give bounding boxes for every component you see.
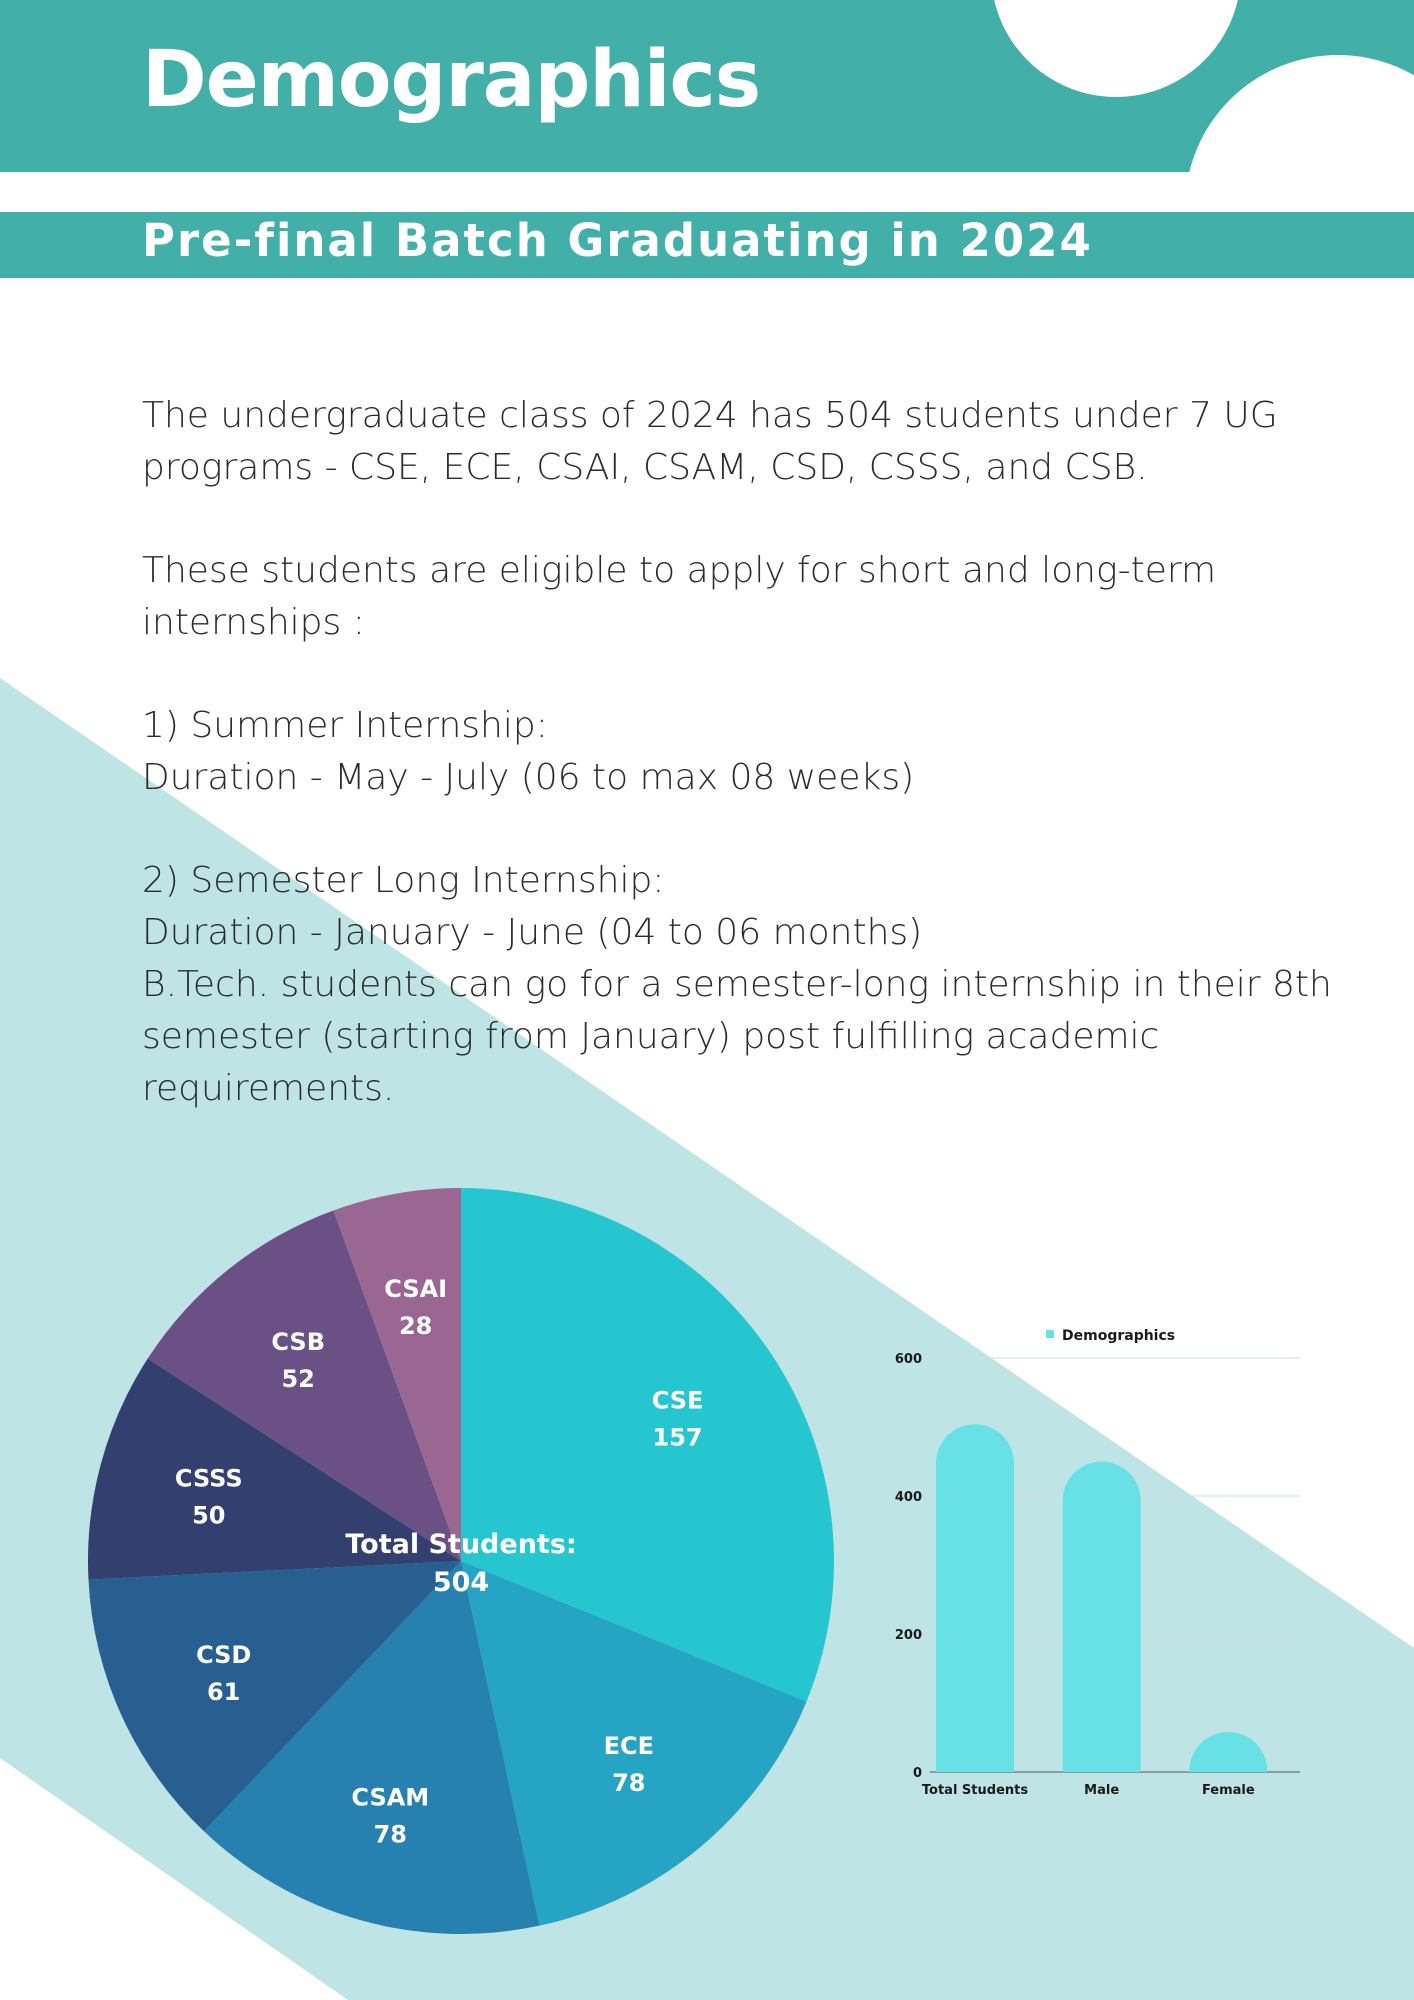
pie-label-name: CSB bbox=[271, 1327, 326, 1356]
pie-label-value: 157 bbox=[652, 1423, 703, 1452]
intro-line: programs - CSE, ECE, CSAI, CSAM, CSD, CSSS, and CSB. bbox=[142, 447, 1148, 488]
pie-label-name: CSD bbox=[196, 1640, 252, 1669]
intro-line: Duration - May - July (06 to max 08 weeks) bbox=[142, 757, 915, 798]
pie-label-value: 78 bbox=[373, 1820, 408, 1849]
bar-total-students bbox=[936, 1424, 1014, 1772]
pie-label-name: ECE bbox=[603, 1732, 655, 1760]
pie-label-value: 61 bbox=[206, 1677, 241, 1706]
pie-label-name: CSSS bbox=[174, 1464, 243, 1493]
pie-center-label: Total Students: bbox=[345, 1529, 577, 1560]
pie-label-name: CSAM bbox=[351, 1783, 430, 1812]
intro-line: 2) Semester Long Internship: bbox=[142, 860, 665, 901]
y-tick-label: 400 bbox=[894, 1490, 922, 1505]
pie-label-value: 52 bbox=[281, 1364, 315, 1393]
page-title: Demographics bbox=[142, 35, 761, 125]
intro-line: requirements. bbox=[142, 1068, 395, 1109]
bar-female bbox=[1189, 1732, 1267, 1772]
pie-label-value: 78 bbox=[612, 1769, 646, 1797]
intro-line: 1) Summer Internship: bbox=[142, 705, 548, 746]
intro-line: B.Tech. students can go for a semester-long internship in their 8th bbox=[142, 964, 1332, 1005]
x-tick-label: Male bbox=[1084, 1783, 1120, 1798]
bar-male bbox=[1063, 1462, 1141, 1773]
pie-label-name: CSE bbox=[651, 1386, 704, 1415]
intro-line: semester (starting from January) post fulfilling academic bbox=[142, 1016, 1160, 1057]
intro-line: The undergraduate class of 2024 has 504 students under 7 UG bbox=[142, 395, 1278, 436]
legend-label: Demographics bbox=[1062, 1328, 1176, 1344]
x-tick-label: Female bbox=[1201, 1783, 1255, 1798]
page-subtitle: Pre-final Batch Graduating in 2024 bbox=[142, 214, 1093, 267]
intro-line: Duration - January - June (04 to 06 months) bbox=[142, 912, 923, 953]
intro-line: These students are eligible to apply for short and long-term bbox=[142, 550, 1217, 591]
pie-label-name: CSAI bbox=[384, 1274, 448, 1303]
y-tick-label: 200 bbox=[894, 1628, 922, 1643]
pie-center-value: 504 bbox=[432, 1567, 490, 1598]
pie-label-value: 28 bbox=[398, 1311, 433, 1340]
pie-chart bbox=[88, 1188, 834, 1934]
y-tick-label: 600 bbox=[894, 1352, 922, 1367]
bar-chart bbox=[895, 1328, 1300, 1798]
x-tick-label: Total Students bbox=[921, 1783, 1029, 1798]
y-tick-label: 0 bbox=[912, 1766, 922, 1781]
legend-swatch bbox=[1046, 1330, 1054, 1338]
intro-line: internships : bbox=[142, 602, 365, 643]
pie-label-value: 50 bbox=[192, 1501, 226, 1530]
